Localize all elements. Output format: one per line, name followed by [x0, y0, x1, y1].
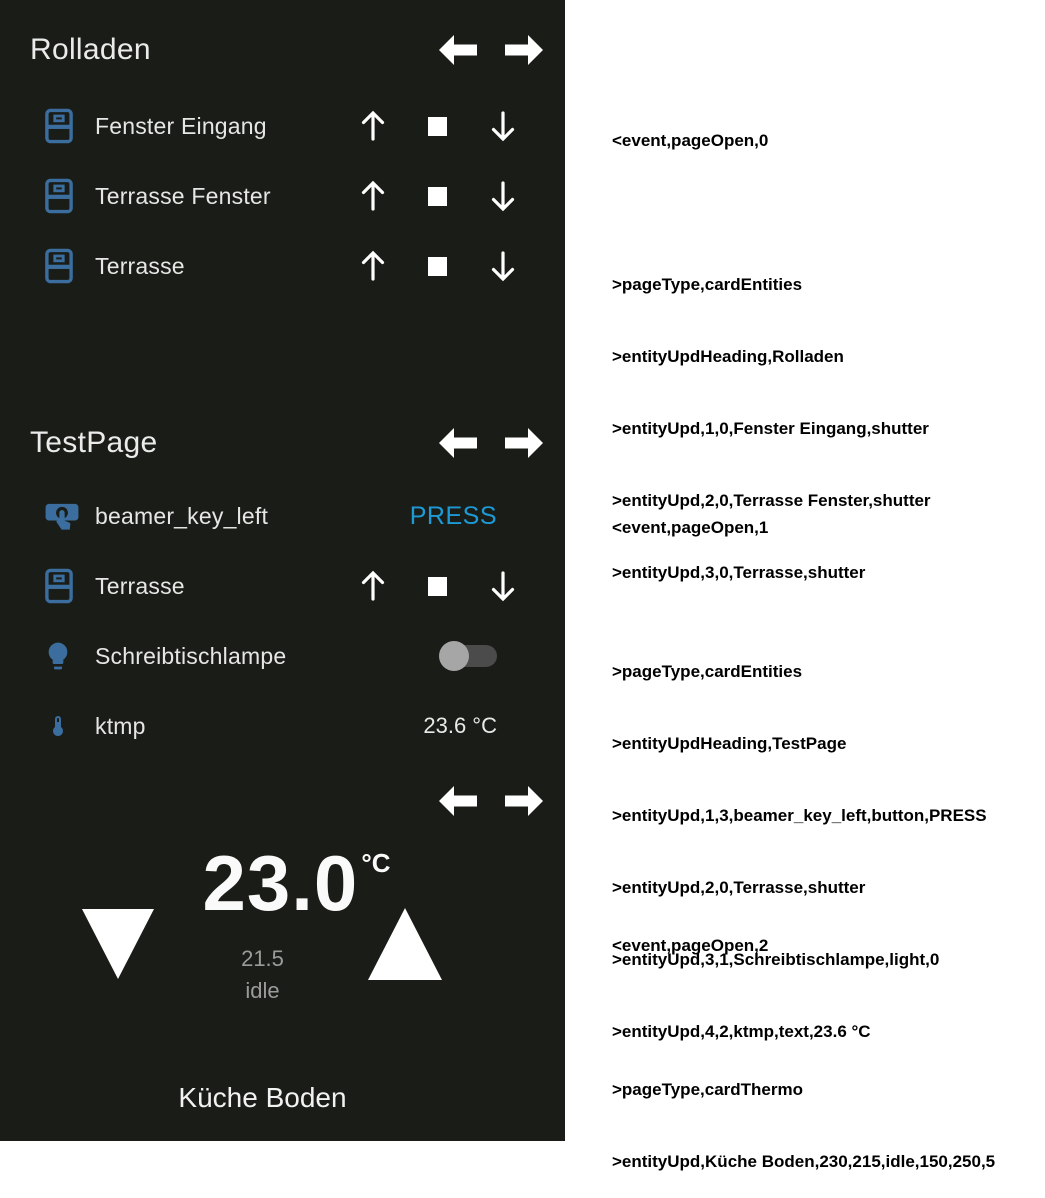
shutter-icon [42, 247, 90, 285]
entity-row [30, 551, 535, 621]
tap-button-icon [42, 497, 90, 535]
log-event-line: <event,pageOpen,1 [612, 518, 769, 537]
log-line: >pageType,cardThermo [612, 1080, 803, 1099]
log-block-page2 [612, 886, 995, 1198]
shutter-icon [42, 177, 90, 215]
nav-left-icon[interactable] [439, 428, 477, 458]
lightbulb-icon [42, 638, 90, 674]
shutter-up-button[interactable] [340, 570, 405, 602]
log-line: >entityUpd,2,0,Terrasse Fenster,shutter [612, 491, 931, 510]
entity-row [30, 481, 535, 551]
shutter-down-button[interactable] [470, 110, 535, 142]
shutter-up-button[interactable] [340, 180, 405, 212]
shutter-icon [42, 107, 90, 145]
hvac-state: idle [245, 978, 280, 1003]
shutter-up-button[interactable] [340, 250, 405, 282]
page-nav [439, 421, 543, 465]
entity-label: Terrasse [95, 252, 185, 279]
target-temperature: 21.5 [241, 946, 284, 971]
nav-right-icon[interactable] [505, 428, 543, 458]
log-line: >entityUpdHeading,TestPage [612, 734, 847, 753]
nav-right-icon[interactable] [505, 35, 543, 65]
shutter-stop-button[interactable] [405, 257, 470, 276]
entity-label: Terrasse Fenster [95, 182, 271, 209]
log-line: >entityUpd,1,3,beamer_key_left,button,PRESS [612, 806, 987, 825]
log-line: >entityUpd,Küche Boden,230,215,idle,150,250,5 [612, 1152, 996, 1171]
log-line: >entityUpd,2,0,Terrasse,shutter [612, 878, 866, 897]
log-line: >pageType,cardEntities [612, 662, 803, 681]
shutter-icon [42, 567, 90, 605]
shutter-stop-button[interactable] [405, 187, 470, 206]
log-line: >entityUpd,3,0,Terrasse,shutter [612, 563, 866, 582]
toggle-knob [439, 641, 469, 671]
log-line: >entityUpd,1,0,Fenster Eingang,shutter [612, 419, 929, 438]
nav-left-icon[interactable] [439, 786, 477, 816]
shutter-down-button[interactable] [470, 250, 535, 282]
press-button[interactable]: PRESS [409, 501, 497, 530]
entity-row [30, 231, 535, 301]
temperature-value: 23.0 [202, 839, 359, 927]
entity-row [30, 161, 535, 231]
thermostat-title: Küche Boden [178, 1082, 347, 1113]
card-thermo-header [30, 783, 543, 819]
light-toggle[interactable] [440, 645, 497, 667]
log-line: >entityUpdHeading,Rolladen [612, 347, 844, 366]
page-nav [439, 783, 543, 819]
log-line: >entityUpd,3,1,Schreibtischlampe,light,0 [612, 950, 940, 969]
sensor-value: 23.6 °C [423, 713, 497, 738]
card-entities-header-testpage [30, 421, 543, 465]
entity-label: ktmp [95, 712, 146, 739]
entity-label: Schreibtischlampe [95, 642, 287, 669]
thermometer-icon [42, 707, 90, 745]
entity-row [30, 621, 535, 691]
entity-label: Terrasse [95, 572, 185, 599]
log-event-line: <event,pageOpen,2 [612, 936, 769, 955]
entity-row [30, 91, 535, 161]
entity-label: beamer_key_left [95, 502, 269, 529]
shutter-stop-button[interactable] [405, 117, 470, 136]
nav-right-icon[interactable] [505, 786, 543, 816]
page-title: TestPage [30, 426, 158, 459]
shutter-down-button[interactable] [470, 180, 535, 212]
temperature-unit: °C [361, 848, 391, 878]
log-event-line: <event,pageOpen,0 [612, 131, 769, 150]
shutter-stop-button[interactable] [405, 577, 470, 596]
page-nav [439, 28, 543, 72]
shutter-up-button[interactable] [340, 110, 405, 142]
entity-row [30, 691, 535, 761]
card-entities-header-rolladen [30, 28, 543, 72]
log-line: >pageType,cardEntities [612, 275, 803, 294]
entity-label: Fenster Eingang [95, 112, 267, 139]
shutter-down-button[interactable] [470, 570, 535, 602]
log-line: >entityUpd,4,2,ktmp,text,23.6 °C [612, 1022, 871, 1041]
page-title: Rolladen [30, 33, 151, 66]
nav-left-icon[interactable] [439, 35, 477, 65]
